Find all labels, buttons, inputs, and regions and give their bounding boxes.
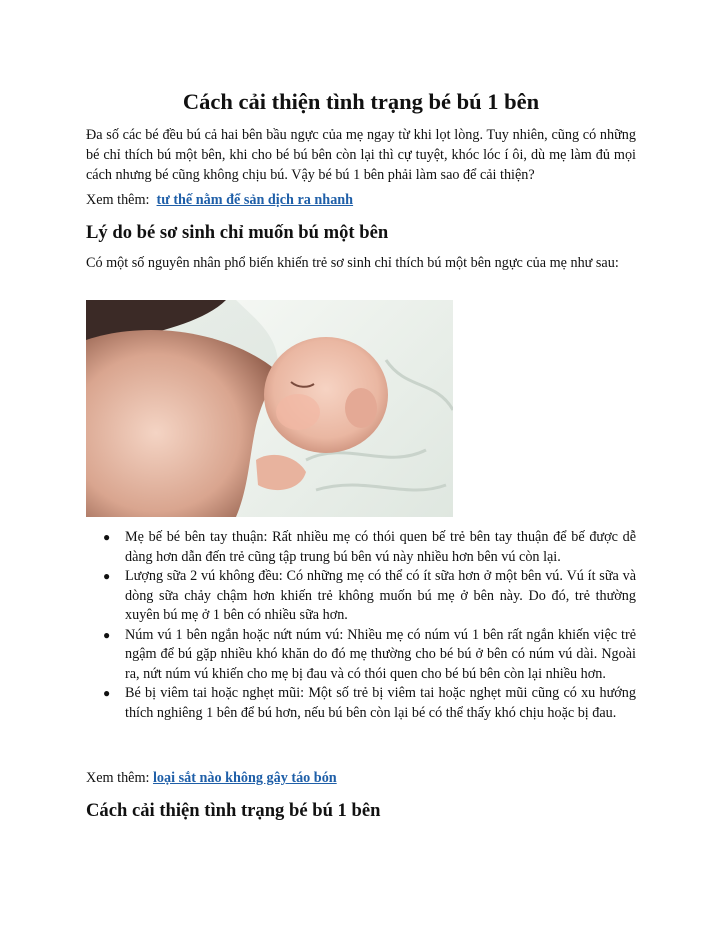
see-more-1 [86,192,353,209]
page-title: Cách cải thiện tình trạng bé bú 1 bên [182,89,540,114]
bullet-icon: ● [103,627,111,642]
reasons-list [86,528,636,723]
list-item: ● Bé bị viêm tai hoặc nghẹt mũi: Một số trẻ bị viêm tai hoặc nghẹt mũi cũng có xu hướng thích nghiêng 1 bên để bú hơn, nếu bú bên còn lại bé có thể thấy khó chịu hoặc bị đau. [103,685,636,721]
bullet-icon: ● [103,686,111,700]
list-item: ● Núm vú 1 bên ngắn hoặc nứt núm vú: Nhiều mẹ có núm vú 1 bên rất ngắn khiến việc trẻ ngậm để bú gặp nhiều khó khăn do đó mẹ thường cho bé bú ở bên có núm vú dài. Ngoài ra, nứt núm vú khiến cho mẹ bị đau và có thói quen cho bé bú bên còn lại nhiều hơn. [103,626,636,682]
baby-ear [345,388,377,428]
intro-paragraph: Đa số các bé đều bú cả hai bên bầu ngực của mẹ ngay từ khi lọt lòng. Tuy nhiên, cũng có những bé chỉ thích bú một bên, khi cho bé bú bên còn lại thì cự tuyệt, khóc lóc í ôi, dù mẹ làm đủ mọi cách nhưng bé cũng không chịu bú. Vậy bé bú 1 bên phải làm sao để cải thiện? [86,127,636,183]
section-heading-solutions: Cách cải thiện tình trạng bé bú 1 bên [86,800,381,821]
see-more-2 [86,770,337,787]
see-more-link-2[interactable]: loại sắt nào không gây táo bón [152,770,337,786]
bullet-icon: ● [103,530,111,544]
see-more-label: Xem thêm: [86,192,150,208]
list-item: ● Mẹ bế bé bên tay thuận: Rất nhiều mẹ có thói quen bế trẻ bên tay thuận để bế được dễ dàng hơn dẫn đến trẻ cũng tập trung bú bên vú này nhiều hơn bên vú còn lại. [103,529,636,565]
breastfeeding-photo [86,300,453,517]
see-more-link-1[interactable]: tư thế nằm để sản dịch ra nhanh [156,192,354,208]
bullet-icon: ● [103,569,111,583]
section-heading-reasons: Lý do bé sơ sinh chỉ muốn bú một bên [86,222,389,243]
section-intro-paragraph: Có một số nguyên nhân phổ biến khiến trẻ sơ sinh chỉ thích bú một bên ngực của mẹ như sau: [86,255,619,271]
see-more-label: Xem thêm: [86,770,150,786]
list-item: ● Lượng sữa 2 vú không đều: Có những mẹ có thể có ít sữa hơn ở một bên vú. Vú ít sữa và dòng sữa chảy chậm hơn khiến trẻ không muốn bú mẹ ở bên này. Do đó, trẻ thường xuyên bú mẹ ở 1 bên có nhiều sữa hơn. [103,568,636,623]
